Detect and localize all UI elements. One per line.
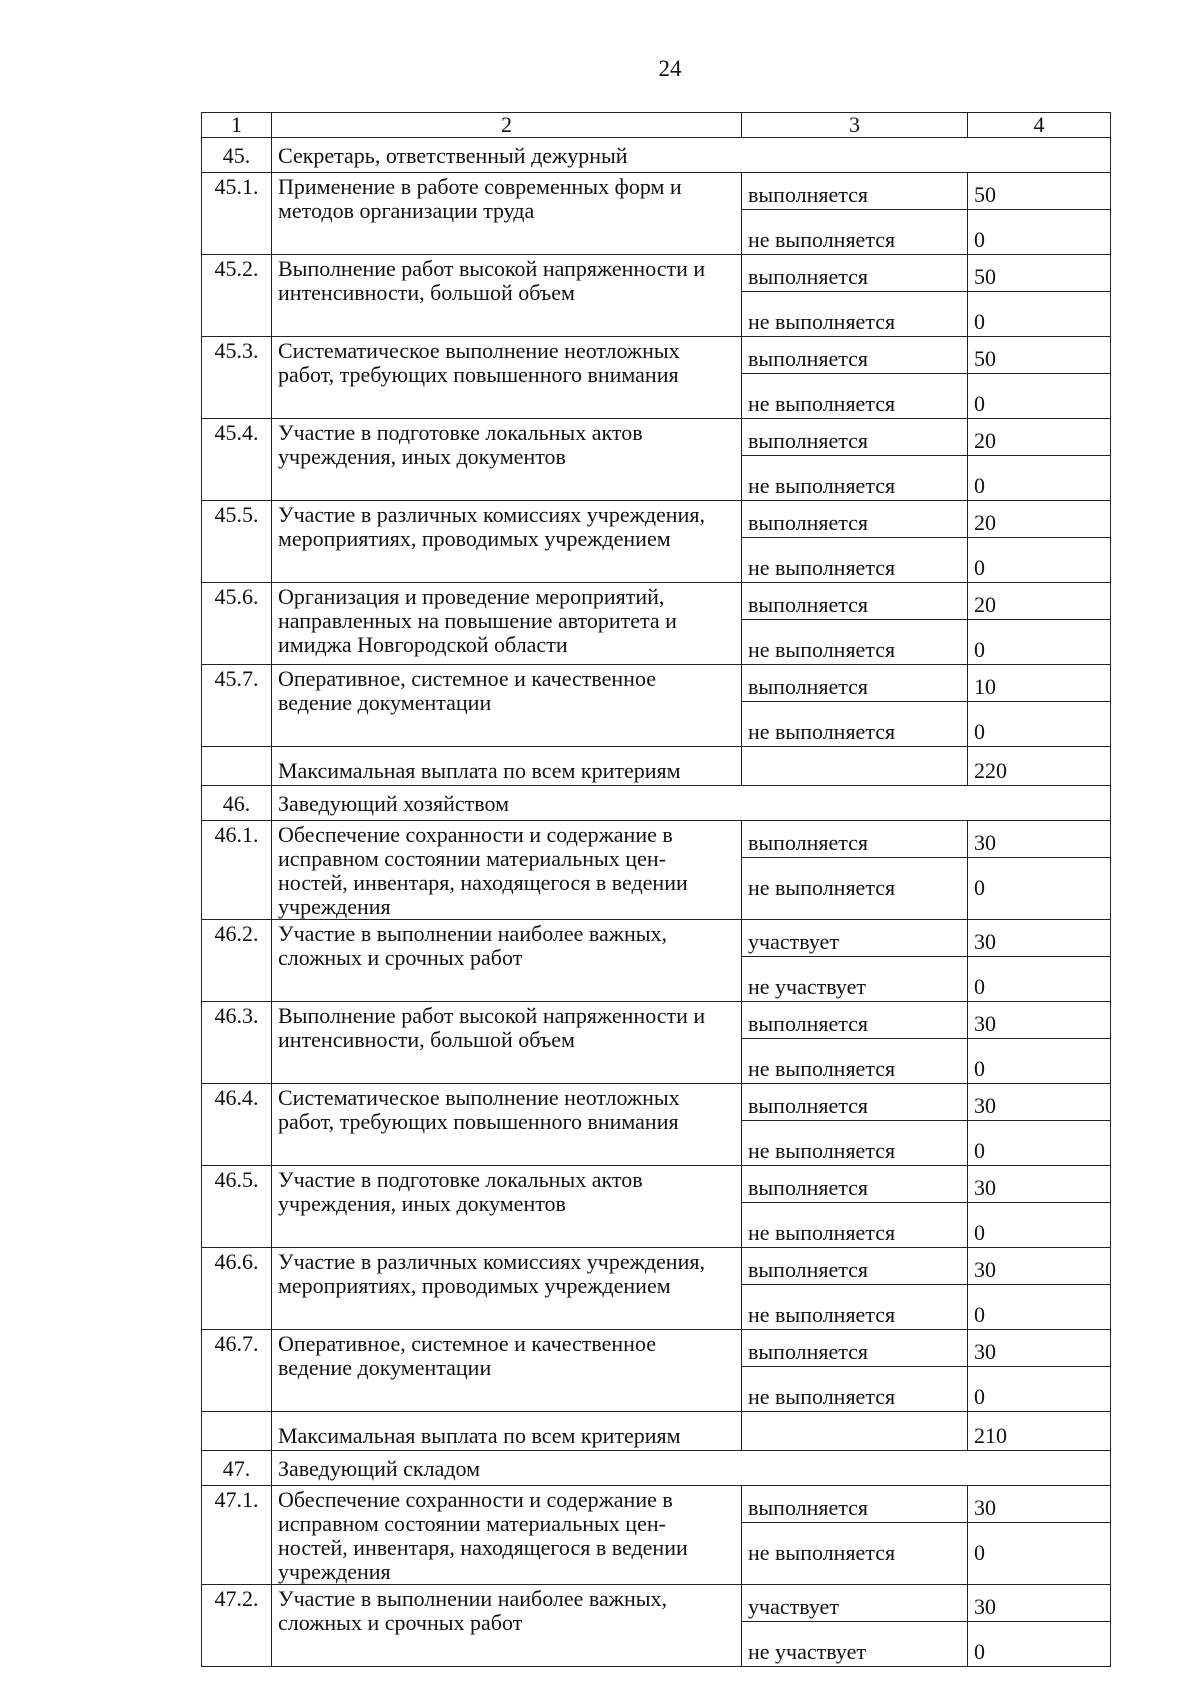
option-score: 0 bbox=[968, 702, 1111, 747]
column-number-header: 4 bbox=[968, 113, 1111, 138]
section-row bbox=[202, 786, 1111, 821]
option-score: 20 bbox=[968, 419, 1111, 456]
criterion-text: Выполнение работ высокой напряженности и интенсивности, большой объем bbox=[272, 255, 742, 337]
criterion-row bbox=[202, 1585, 1111, 1622]
option-score: 0 bbox=[968, 858, 1111, 920]
option-score: 30 bbox=[968, 1585, 1111, 1622]
criterion-row bbox=[202, 173, 1111, 210]
option-score: 0 bbox=[968, 1039, 1111, 1084]
option-score: 0 bbox=[968, 620, 1111, 665]
page-number: 24 bbox=[658, 56, 682, 81]
criterion-row bbox=[202, 1166, 1111, 1203]
column-number-header: 2 bbox=[272, 113, 742, 138]
option-label: не выполняется bbox=[742, 1523, 968, 1585]
option-label: не выполняется bbox=[742, 858, 968, 920]
option-label: участвует bbox=[742, 920, 968, 957]
option-score: 30 bbox=[968, 1248, 1111, 1285]
criterion-text: Участие в различных комиссиях учреждения, мероприятиях, проводимых учреждением bbox=[272, 1248, 742, 1330]
criterion-number: 45.4. bbox=[202, 419, 272, 501]
section-number: 45. bbox=[202, 138, 272, 173]
criterion-row bbox=[202, 1486, 1111, 1523]
option-score: 0 bbox=[968, 1203, 1111, 1248]
total-label: Максимальная выплата по всем критериям bbox=[272, 747, 742, 786]
option-label: не выполняется bbox=[742, 1039, 968, 1084]
option-score: 30 bbox=[968, 1486, 1111, 1523]
total-number-cell bbox=[202, 747, 272, 786]
option-score: 0 bbox=[968, 957, 1111, 1002]
option-label: выполняется bbox=[742, 1248, 968, 1285]
section-number: 47. bbox=[202, 1451, 272, 1486]
total-number-cell bbox=[202, 1412, 272, 1451]
option-score: 30 bbox=[968, 1166, 1111, 1203]
criterion-text: Обеспечение сохранности и содержание в исправном состоянии материальных цен-ностей, инвентаря, находящегося в ведении учреждения bbox=[272, 821, 742, 920]
criterion-number: 47.1. bbox=[202, 1486, 272, 1585]
option-score: 0 bbox=[968, 210, 1111, 255]
criterion-text: Участие в подготовке локальных актов учреждения, иных документов bbox=[272, 419, 742, 501]
criterion-row bbox=[202, 337, 1111, 374]
criterion-text: Организация и проведение мероприятий, направленных на повышение авторитета и имиджа Новгородской области bbox=[272, 583, 742, 665]
criterion-number: 46.3. bbox=[202, 1002, 272, 1084]
criteria-table-body bbox=[202, 113, 1111, 1667]
criterion-text: Выполнение работ высокой напряженности и интенсивности, большой объем bbox=[272, 1002, 742, 1084]
total-row bbox=[202, 1412, 1111, 1451]
total-condition-cell bbox=[742, 747, 968, 786]
total-score: 220 bbox=[968, 747, 1111, 786]
criterion-row bbox=[202, 583, 1111, 620]
criterion-text: Участие в выполнении наиболее важных, сложных и срочных работ bbox=[272, 920, 742, 1002]
option-score: 30 bbox=[968, 1084, 1111, 1121]
option-score: 0 bbox=[968, 1285, 1111, 1330]
option-score: 0 bbox=[968, 374, 1111, 419]
criterion-row bbox=[202, 821, 1111, 858]
column-number-header-row bbox=[202, 113, 1111, 138]
criterion-text: Систематическое выполнение неотложных работ, требующих повышенного внимания bbox=[272, 337, 742, 419]
criterion-number: 46.5. bbox=[202, 1166, 272, 1248]
criterion-text: Участие в различных комиссиях учреждения, мероприятиях, проводимых учреждением bbox=[272, 501, 742, 583]
option-score: 0 bbox=[968, 538, 1111, 583]
option-score: 50 bbox=[968, 337, 1111, 374]
option-score: 10 bbox=[968, 665, 1111, 702]
criterion-number: 46.4. bbox=[202, 1084, 272, 1166]
option-label: выполняется bbox=[742, 1486, 968, 1523]
criterion-number: 45.7. bbox=[202, 665, 272, 747]
option-label: не выполняется bbox=[742, 1367, 968, 1412]
criterion-row bbox=[202, 665, 1111, 702]
criterion-row bbox=[202, 1248, 1111, 1285]
criterion-number: 47.2. bbox=[202, 1585, 272, 1667]
criterion-number: 46.6. bbox=[202, 1248, 272, 1330]
option-label: не выполняется bbox=[742, 1203, 968, 1248]
option-label: выполняется bbox=[742, 501, 968, 538]
option-label: не участвует bbox=[742, 957, 968, 1002]
option-score: 0 bbox=[968, 1622, 1111, 1667]
option-label: не выполняется bbox=[742, 702, 968, 747]
criterion-number: 46.2. bbox=[202, 920, 272, 1002]
option-label: не выполняется bbox=[742, 1121, 968, 1166]
option-score: 0 bbox=[968, 1367, 1111, 1412]
criterion-number: 46.1. bbox=[202, 821, 272, 920]
option-label: не выполняется bbox=[742, 1285, 968, 1330]
column-number-header: 1 bbox=[202, 113, 272, 138]
section-title: Секретарь, ответственный дежурный bbox=[272, 138, 1111, 173]
option-score: 30 bbox=[968, 920, 1111, 957]
option-label: выполняется bbox=[742, 665, 968, 702]
option-label: не участвует bbox=[742, 1622, 968, 1667]
column-number-header: 3 bbox=[742, 113, 968, 138]
section-title: Заведующий складом bbox=[272, 1451, 1111, 1486]
total-label: Максимальная выплата по всем критериям bbox=[272, 1412, 742, 1451]
criterion-text: Применение в работе современных форм и методов организации труда bbox=[272, 173, 742, 255]
criterion-row bbox=[202, 1084, 1111, 1121]
option-score: 50 bbox=[968, 255, 1111, 292]
criterion-number: 46.7. bbox=[202, 1330, 272, 1412]
criterion-text: Обеспечение сохранности и содержание в исправном состоянии материальных цен-ностей, инвентаря, находящегося в ведении учреждения bbox=[272, 1486, 742, 1585]
criterion-text: Систематическое выполнение неотложных работ, требующих повышенного внимания bbox=[272, 1084, 742, 1166]
option-label: выполняется bbox=[742, 255, 968, 292]
option-label: не выполняется bbox=[742, 620, 968, 665]
criterion-number: 45.5. bbox=[202, 501, 272, 583]
criterion-row bbox=[202, 1002, 1111, 1039]
option-label: выполняется bbox=[742, 1084, 968, 1121]
section-title: Заведующий хозяйством bbox=[272, 786, 1111, 821]
option-label: выполняется bbox=[742, 1166, 968, 1203]
criterion-row bbox=[202, 920, 1111, 957]
option-score: 20 bbox=[968, 501, 1111, 538]
option-score: 20 bbox=[968, 583, 1111, 620]
criterion-row bbox=[202, 255, 1111, 292]
option-label: выполняется bbox=[742, 173, 968, 210]
option-score: 0 bbox=[968, 1121, 1111, 1166]
option-label: выполняется bbox=[742, 419, 968, 456]
option-score: 0 bbox=[968, 1523, 1111, 1585]
option-label: выполняется bbox=[742, 337, 968, 374]
total-row bbox=[202, 747, 1111, 786]
option-score: 50 bbox=[968, 173, 1111, 210]
criterion-text: Оперативное, системное и качественное ведение документации bbox=[272, 1330, 742, 1412]
criterion-number: 45.2. bbox=[202, 255, 272, 337]
section-number: 46. bbox=[202, 786, 272, 821]
criterion-text: Оперативное, системное и качественное ведение документации bbox=[272, 665, 742, 747]
option-label: не выполняется bbox=[742, 538, 968, 583]
option-label: не выполняется bbox=[742, 456, 968, 501]
option-score: 0 bbox=[968, 292, 1111, 337]
option-score: 30 bbox=[968, 1002, 1111, 1039]
option-label: выполняется bbox=[742, 1002, 968, 1039]
section-row bbox=[202, 1451, 1111, 1486]
criterion-row bbox=[202, 1330, 1111, 1367]
total-score: 210 bbox=[968, 1412, 1111, 1451]
criterion-row bbox=[202, 419, 1111, 456]
criterion-number: 45.6. bbox=[202, 583, 272, 665]
option-score: 30 bbox=[968, 1330, 1111, 1367]
option-label: выполняется bbox=[742, 583, 968, 620]
option-score: 30 bbox=[968, 821, 1111, 858]
section-row bbox=[202, 138, 1111, 173]
criterion-number: 45.3. bbox=[202, 337, 272, 419]
option-label: участвует bbox=[742, 1585, 968, 1622]
option-label: не выполняется bbox=[742, 374, 968, 419]
criterion-text: Участие в выполнении наиболее важных, сложных и срочных работ bbox=[272, 1585, 742, 1667]
total-condition-cell bbox=[742, 1412, 968, 1451]
criterion-row bbox=[202, 501, 1111, 538]
criterion-number: 45.1. bbox=[202, 173, 272, 255]
option-score: 0 bbox=[968, 456, 1111, 501]
criteria-table bbox=[201, 112, 1111, 1667]
criterion-text: Участие в подготовке локальных актов учреждения, иных документов bbox=[272, 1166, 742, 1248]
option-label: не выполняется bbox=[742, 210, 968, 255]
option-label: выполняется bbox=[742, 821, 968, 858]
option-label: выполняется bbox=[742, 1330, 968, 1367]
option-label: не выполняется bbox=[742, 292, 968, 337]
